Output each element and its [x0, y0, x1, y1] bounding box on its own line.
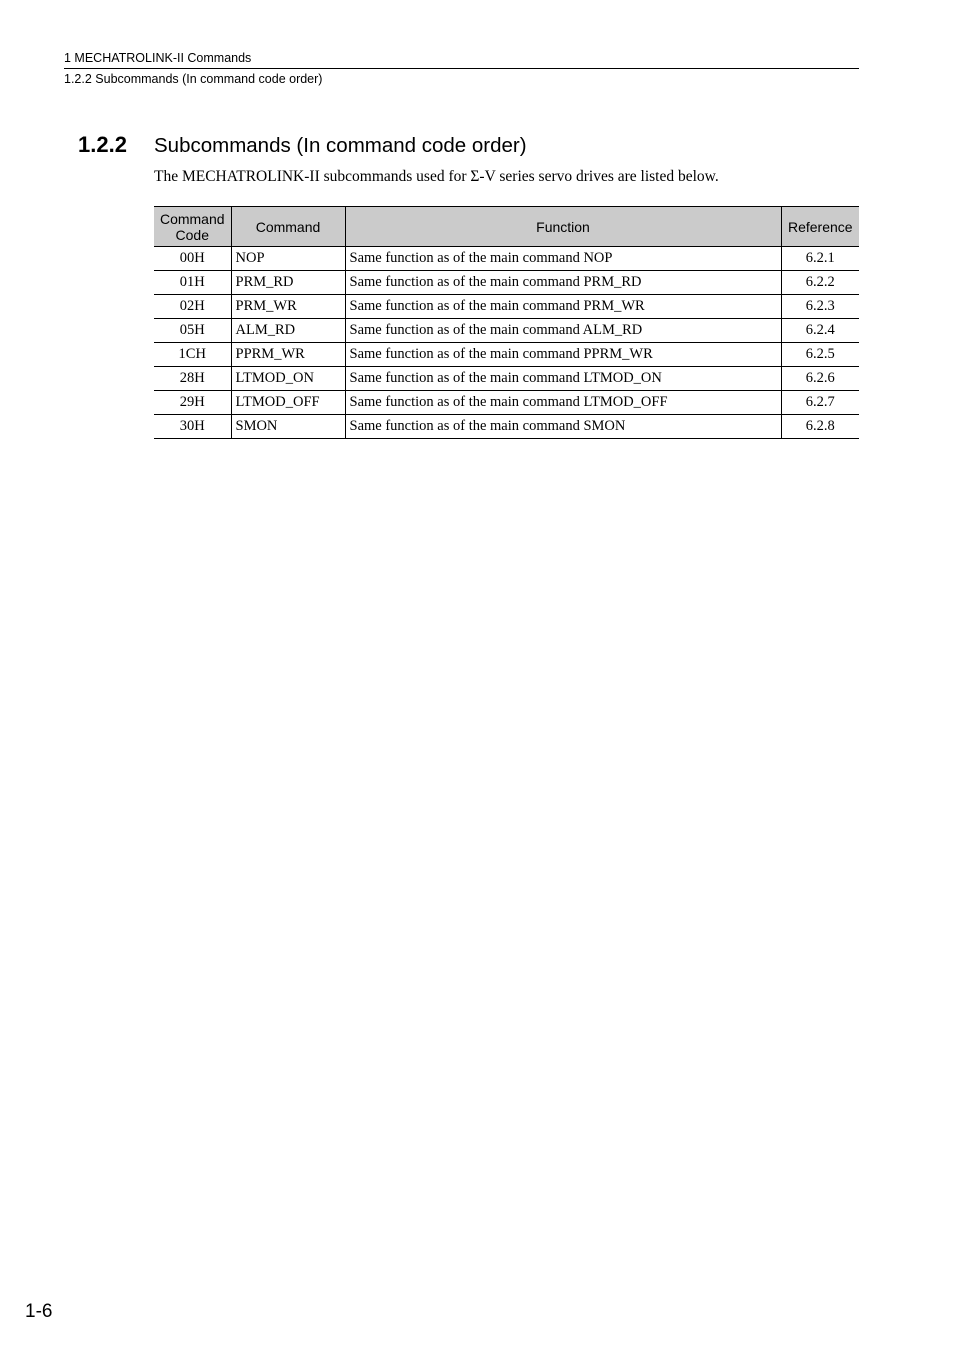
- header-reference: Reference: [781, 207, 859, 247]
- header-command-code-line2: Code: [175, 226, 209, 243]
- cell-reference: 6.2.2: [781, 271, 859, 295]
- cell-code: 02H: [154, 295, 231, 319]
- cell-function: Same function as of the main command LTMOD_ON: [345, 367, 781, 391]
- cell-code: 28H: [154, 367, 231, 391]
- running-head: [64, 50, 859, 88]
- section-title: Subcommands (In command code order): [154, 134, 527, 157]
- cell-reference: 6.2.1: [781, 247, 859, 271]
- cell-code: 29H: [154, 391, 231, 415]
- cell-command: ALM_RD: [231, 319, 345, 343]
- cell-command: SMON: [231, 415, 345, 439]
- cell-reference: 6.2.6: [781, 367, 859, 391]
- table-row: [154, 247, 859, 271]
- cell-command: PRM_WR: [231, 295, 345, 319]
- cell-command: PRM_RD: [231, 271, 345, 295]
- cell-function: Same function as of the main command NOP: [345, 247, 781, 271]
- header-command-code: [154, 207, 231, 247]
- cell-function: Same function as of the main command ALM_RD: [345, 319, 781, 343]
- section-number: 1.2.2: [78, 132, 127, 157]
- header-function: Function: [345, 207, 781, 247]
- table-row: [154, 415, 859, 439]
- cell-command: NOP: [231, 247, 345, 271]
- cell-reference: 6.2.4: [781, 319, 859, 343]
- cell-code: 30H: [154, 415, 231, 439]
- cell-function: Same function as of the main command PPRM_WR: [345, 343, 781, 367]
- cell-reference: 6.2.5: [781, 343, 859, 367]
- table-row: [154, 343, 859, 367]
- cell-command: LTMOD_OFF: [231, 391, 345, 415]
- section-heading: [78, 132, 527, 158]
- running-head-chapter: 1 MECHATROLINK-II Commands: [64, 51, 252, 65]
- table-row: [154, 391, 859, 415]
- cell-command: LTMOD_ON: [231, 367, 345, 391]
- running-head-rule: [64, 68, 859, 69]
- cell-code: 05H: [154, 319, 231, 343]
- cell-code: 01H: [154, 271, 231, 295]
- header-command-code-line1: Command: [159, 210, 225, 227]
- cell-function: Same function as of the main command SMON: [345, 415, 781, 439]
- table-row: [154, 295, 859, 319]
- header-command: Command: [231, 207, 345, 247]
- running-head-section: 1.2.2 Subcommands (In command code order): [64, 72, 323, 86]
- cell-code: 00H: [154, 247, 231, 271]
- table-row: [154, 367, 859, 391]
- cell-reference: 6.2.7: [781, 391, 859, 415]
- cell-function: Same function as of the main command PRM_RD: [345, 271, 781, 295]
- cell-function: Same function as of the main command LTMOD_OFF: [345, 391, 781, 415]
- subcommand-table: [154, 206, 859, 439]
- intro-paragraph: The MECHATROLINK-II subcommands used for Σ-V series servo drives are listed below.: [154, 168, 719, 185]
- cell-command: PPRM_WR: [231, 343, 345, 367]
- table-header-row: [154, 207, 859, 247]
- table-row: [154, 271, 859, 295]
- cell-reference: 6.2.8: [781, 415, 859, 439]
- table-row: [154, 319, 859, 343]
- cell-reference: 6.2.3: [781, 295, 859, 319]
- cell-code: 1CH: [154, 343, 231, 367]
- cell-function: Same function as of the main command PRM_WR: [345, 295, 781, 319]
- page-number: 1-6: [25, 1301, 53, 1322]
